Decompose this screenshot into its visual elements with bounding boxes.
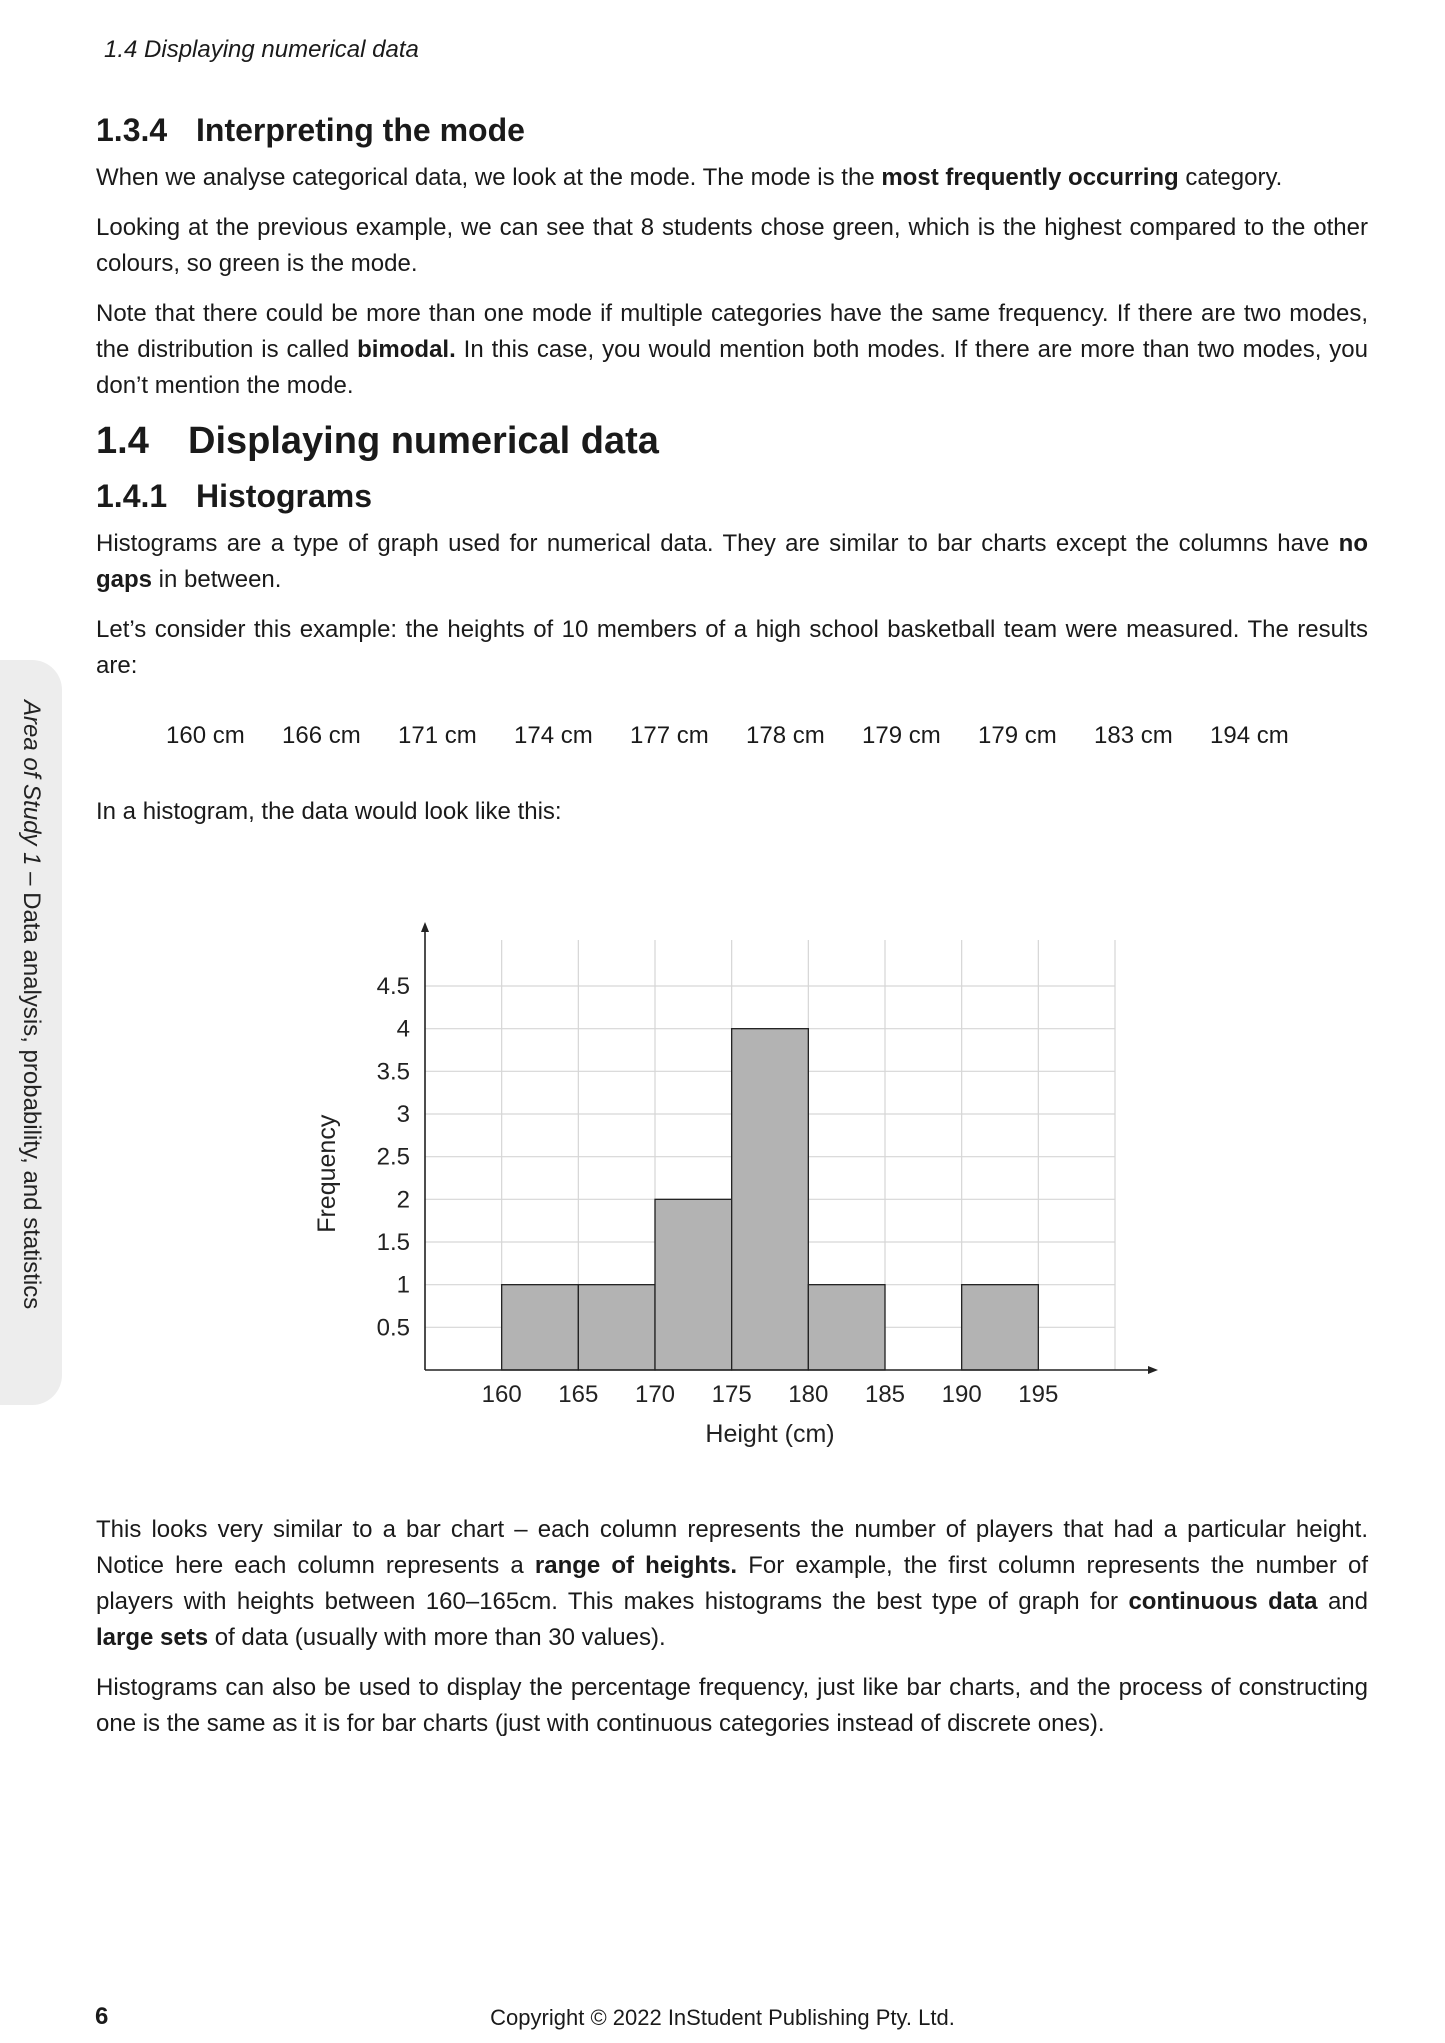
section-number: 1.4.1 [96, 477, 168, 514]
side-tab-italic: Area of Study 1 [18, 700, 45, 866]
section-number: 1.4 [96, 420, 149, 462]
y-tick-label: 1 [396, 1271, 410, 1299]
y-tick-label: 4.5 [376, 973, 410, 1000]
histogram-bar [962, 1285, 1039, 1370]
x-tick-label: 190 [941, 1381, 982, 1408]
x-tick-label: 195 [1018, 1381, 1059, 1408]
height-value: 166 cm [282, 721, 361, 749]
y-tick-label: 3 [396, 1101, 410, 1128]
heights-list [166, 722, 1368, 750]
copyright: Copyright © 2022 InStudent Publishing Pty. Ltd. [490, 2005, 955, 2030]
y-tick-label: 0.5 [376, 1314, 410, 1342]
y-tick-label: 2.5 [376, 1143, 410, 1171]
x-tick-label: 170 [634, 1381, 676, 1408]
height-value: 171 cm [398, 721, 477, 749]
height-value: 194 cm [1210, 721, 1289, 749]
height-value: 160 cm [166, 721, 245, 749]
paragraph-example-intro: Let’s consider this example: the heights of 10 members of a high school basketball team were measured. The results are: [96, 615, 1368, 679]
histogram-chart [290, 905, 1190, 1465]
histogram-bar [578, 1285, 655, 1370]
x-tick-label: 180 [788, 1381, 829, 1408]
x-tick-label: 160 [481, 1381, 522, 1408]
y-axis-arrow [421, 922, 429, 932]
histogram-bar [502, 1285, 579, 1370]
paragraph-bimodal: Note that there could be more than one mode if multiple categories have the same frequency. If there are two modes, the distribution is called bimodal. In this case, you would mention both modes. If there are more than two modes, you don’t mention the mode. [96, 300, 1368, 399]
page-number: 6 [95, 2003, 109, 2030]
x-tick-label: 185 [864, 1381, 906, 1408]
x-axis-label: Height (cm) [705, 1420, 835, 1448]
histogram-svg [290, 905, 1190, 1465]
section-heading-1-4 [96, 418, 1368, 466]
paragraph-histogram-lead: In a histogram, the data would look like this: [96, 797, 562, 825]
histogram-bar [655, 1199, 732, 1370]
paragraph-histogram-explanation: This looks very similar to a bar chart – each column represents the number of players that had a particular height. Notice here each column represents a range of heights. For example, the first column represents the number of players with heights between 160–165cm. This makes histograms the best type of graph for continuous data and large sets of data (usually with more than 30 values). [96, 1516, 1369, 1651]
y-tick-label: 2 [396, 1186, 410, 1214]
height-value: 174 cm [514, 721, 593, 749]
section-title: Histograms [196, 477, 373, 514]
main-content [96, 110, 1368, 844]
section-number: 1.3.4 [96, 112, 168, 148]
section-title: Interpreting the mode [196, 112, 525, 148]
height-value: 178 cm [746, 721, 825, 749]
height-value: 179 cm [862, 721, 941, 749]
histogram-bar [808, 1285, 885, 1370]
height-value: 177 cm [630, 721, 709, 749]
y-tick-label: 4 [396, 1015, 410, 1043]
section-heading-1-3-4 [96, 110, 1368, 150]
side-tab-rest: – Data analysis, probability, and statistics [18, 865, 45, 1310]
running-header: 1.4 Displaying numerical data [104, 36, 419, 63]
side-tab-label [17, 700, 45, 1309]
y-tick-label: 1.5 [376, 1229, 410, 1256]
height-value: 183 cm [1094, 721, 1173, 749]
histogram-bar [732, 1029, 809, 1370]
x-tick-label: 175 [711, 1381, 752, 1408]
section-title: Displaying numerical data [188, 420, 659, 462]
paragraph-histogram-intro: Histograms are a type of graph used for numerical data. They are similar to bar charts except the columns have no gaps in between. [96, 529, 1368, 593]
height-value: 179 cm [978, 721, 1057, 749]
paragraph-mode-definition: When we analyse categorical data, we look at the mode. The mode is the most frequently occurring category. [96, 164, 1283, 191]
paragraph-percentage-frequency: Histograms can also be used to display the percentage frequency, just like bar charts, and the process of constructing one is the same as it is for bar charts (just with continuous categories instead of discrete ones). [96, 1674, 1368, 1737]
x-axis-arrow [1148, 1366, 1158, 1374]
x-tick-label: 165 [558, 1381, 599, 1408]
y-tick-label: 3.5 [376, 1058, 410, 1086]
after-chart-text [96, 1512, 1368, 1756]
paragraph-mode-example: Looking at the previous example, we can see that 8 students chose green, which is the highest compared to the other colours, so green is the mode. [96, 214, 1368, 277]
section-heading-1-4-1 [96, 476, 1368, 516]
y-axis-label: Frequency [313, 1114, 341, 1233]
